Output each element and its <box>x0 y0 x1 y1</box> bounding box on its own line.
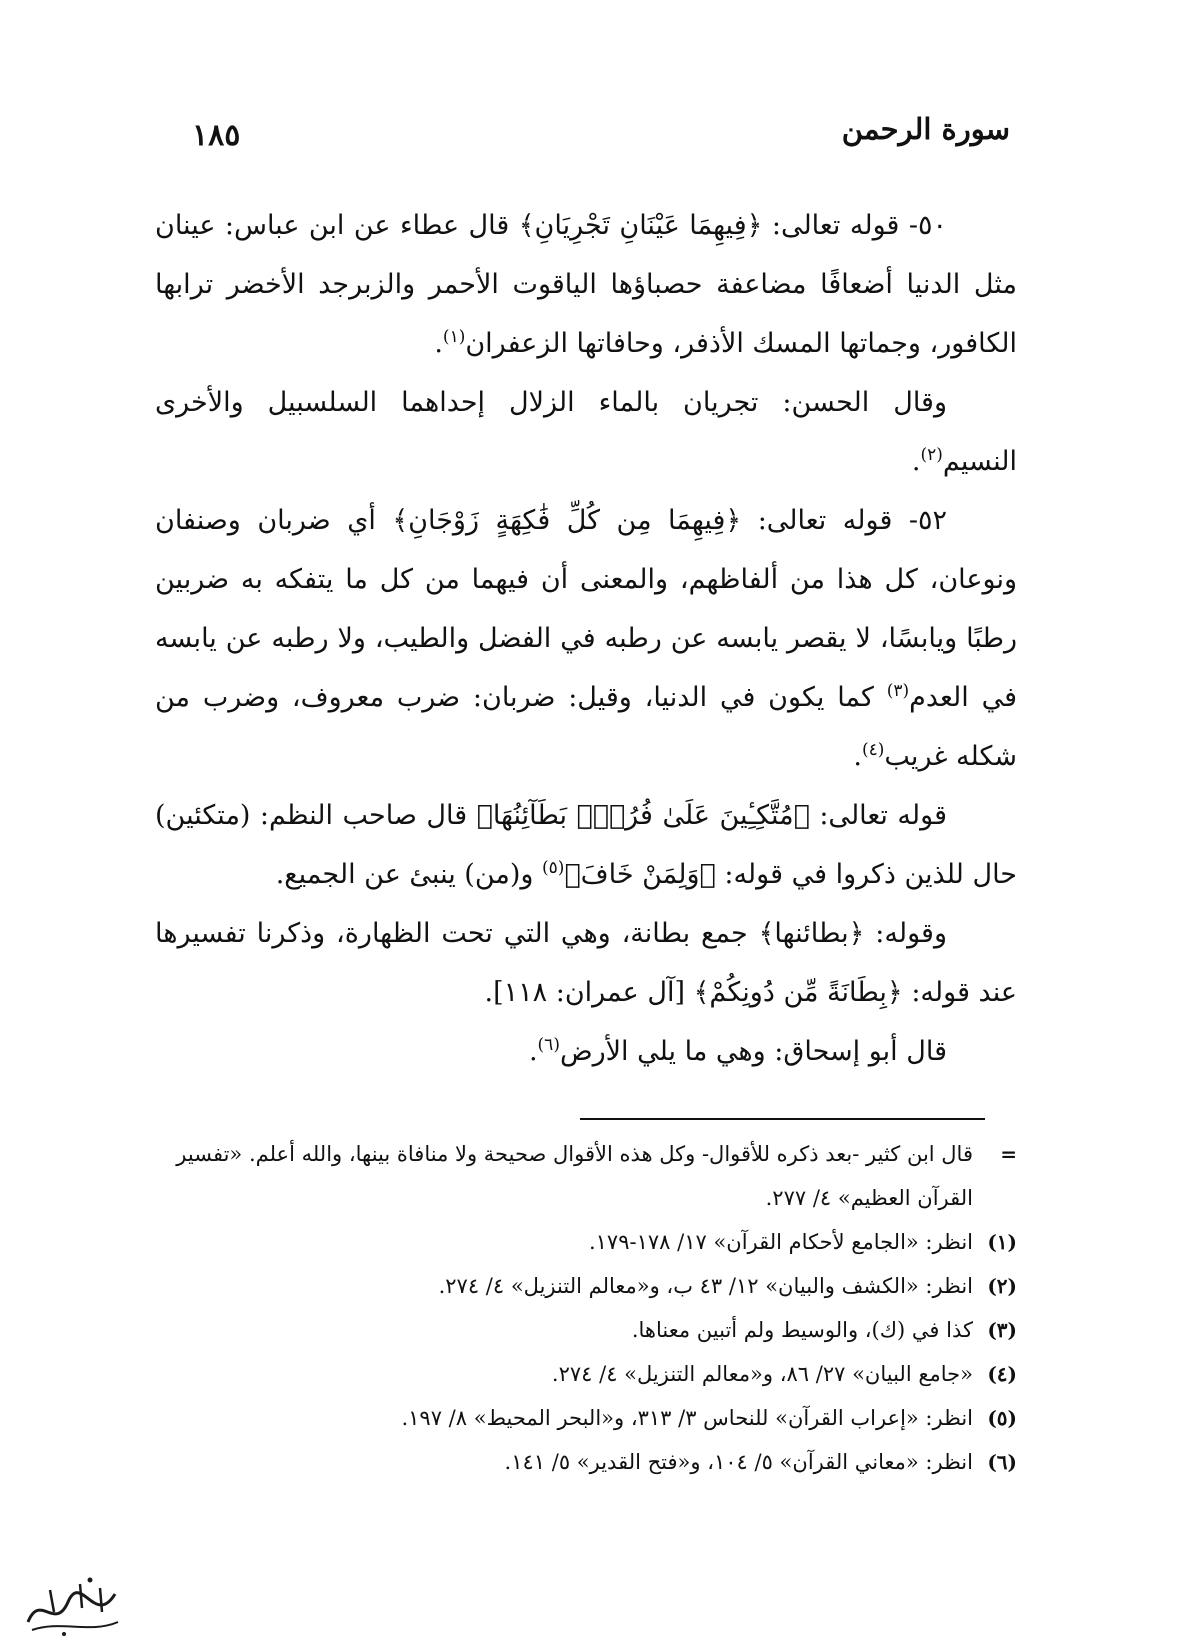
footnote-5 <box>155 1396 1017 1440</box>
paragraph-text: وقوله: ﴿بطائنها﴾ جمع بطانة، وهي التي تحت الظهارة، وذكرنا تفسيرها عند قوله: ﴿بِطَانَةً مِّن دُونِكُمْ﴾ [آل عمران: ١١٨]. <box>155 918 1017 1008</box>
footnote-text: انظر: «إعراب القرآن» للنحاس ٣/ ٣١٣، و«البحر المحيط» ٨/ ١٩٧. <box>401 1406 973 1430</box>
footnote-ref-6[interactable]: (٦) <box>537 1035 560 1055</box>
footnote-marker: (٢) <box>987 1274 1017 1298</box>
footnote-marker: (١) <box>987 1230 1017 1254</box>
paragraph-abu-ishaq: قال أبو إسحاق: وهي ما يلي الأرض$^{(٦)}$. <box>528 1035 947 1067</box>
footnote-text: كذا في (ك)، والوسيط ولم أتبين معناها. <box>631 1318 973 1342</box>
paragraph-hasan: وقال الحسن: تجريان بالماء الزلال إحداهما السلسبيل والأخرى النسيم$^{(٢)}$. <box>155 387 1017 477</box>
footnote-6 <box>155 1440 1017 1484</box>
paragraph-text: قال أبو إسحاق: وهي ما يلي الأرض <box>559 1036 947 1067</box>
footnote-text: قال ابن كثير -بعد ذكره للأقوال- وكل هذه الأقوال صحيحة ولا منافاة بينها، والله أعلم. «تفسير القرآن العظيم» ٤/ ٢٧٧. <box>176 1142 973 1210</box>
footnote-marker: (٣) <box>987 1318 1017 1342</box>
footnote-text: انظر: «الكشف والبيان» ١٢/ ٤٣ ب، و«معالم التنزيل» ٤/ ٢٧٤. <box>438 1274 973 1298</box>
footnote-marker: (٦) <box>987 1450 1017 1474</box>
footnote-ref-4[interactable]: (٤) <box>862 740 885 760</box>
paragraph-verse-52: ٥٢- قوله تعالى: ﴿فِيهِمَا مِن كُلِّ فَٰكِهَةٍ زَوْجَانِ﴾ أي ضربان وصنفان ونوعان، كل هذا من ألفاظهم، والمعنى أن فيهما من كل ما يتفكه به ضربين رطبًا ويابسًا، لا يقصر يابسه عن رطبه في الفضل والطيب، ولا رطبه عن يابسه في العدم$^{(٣)}$ كما يكون في الدنيا، وقيل: ضربان: ضرب معروف، وضرب من شكله غريب$^{(٤)}$. <box>155 505 1017 772</box>
footnote-3 <box>155 1308 1017 1352</box>
footnote-ref-2[interactable]: (٢) <box>920 445 943 465</box>
footnote-ref-1[interactable]: (١) <box>442 327 466 347</box>
footnote-ref-3[interactable]: (٣) <box>886 681 910 701</box>
paragraph-text: قوله تعالى: ﴿مُتَّكِـِٔينَ عَلَىٰ فُرُشٍۭ بَطَآئِنُهَا﴾ قال صاحب النظم: (متكئين) حال للذين ذكروا في قوله: ﴿وَلِمَنْ خَافَ﴾ <box>155 800 1017 890</box>
footnote-1 <box>155 1220 1017 1264</box>
footnotes <box>155 1132 1017 1484</box>
footnote-text: «جامع البيان» ٢٧/ ٨٦، و«معالم التنزيل» ٤/ ٢٧٤. <box>551 1362 973 1386</box>
footnote-ref-5[interactable]: (٥) <box>542 858 565 878</box>
page-number: ١٨٥ <box>192 118 241 153</box>
publisher-logo <box>20 1572 125 1640</box>
footnote-text: انظر: «الجامع لأحكام القرآن» ١٧/ ١٧٨-١٧٩. <box>588 1230 973 1254</box>
footnote-4 <box>155 1352 1017 1396</box>
logo-stroke <box>32 1622 118 1630</box>
main-text <box>155 196 1017 1081</box>
paragraph-text: وقال الحسن: تجريان بالماء الزلال إحداهما السلسبيل والأخرى النسيم <box>155 387 1017 477</box>
paragraph-text: ٥٠- قوله تعالى: ﴿فِيهِمَا عَيْنَانِ تَجْرِيَانِ﴾ قال عطاء عن ابن عباس: عينان مثل الدنيا أضعافًا مضاعفة حصباؤها الياقوت الأحمر والزبرجد الأخضر ترابها الكافور، وجماتها المسك الأذفر، وحافاتها الزعفران <box>155 210 1017 359</box>
running-title: سورة الرحمن <box>841 112 1010 146</box>
logo-dot <box>88 1578 93 1583</box>
paragraph-verse-54: قوله تعالى: ﴿مُتَّكِـِٔينَ عَلَىٰ فُرُشٍۭ بَطَآئِنُهَا﴾ قال صاحب النظم: (متكئين) حال للذين ذكروا في قوله: ﴿وَلِمَنْ خَافَ﴾$^{(٥)}$ و(من) ينبئ عن الجميع. <box>155 800 1017 890</box>
paragraph-verse-50: ٥٠- قوله تعالى: ﴿فِيهِمَا عَيْنَانِ تَجْرِيَانِ﴾ قال عطاء عن ابن عباس: عينان مثل الدنيا أضعافًا مضاعفة حصباؤها الياقوت الأحمر والزبرجد الأخضر ترابها الكافور، وجماتها المسك الأذفر، وحافاتها الزعفران$^{(١)}$. <box>155 210 1017 359</box>
paragraph-text: ٥٢- قوله تعالى: ﴿فِيهِمَا مِن كُلِّ فَٰكِهَةٍ زَوْجَانِ﴾ أي ضربان وصنفان ونوعان، كل هذا من ألفاظهم، والمعنى أن فيهما من كل ما يتفكه به ضربين رطبًا ويابسًا، لا يقصر يابسه عن رطبه في الفضل والطيب، ولا رطبه عن يابسه في العدم <box>155 505 1017 713</box>
footnote-marker: (٥) <box>987 1406 1017 1430</box>
footnote-2 <box>155 1264 1017 1308</box>
footnote-separator <box>580 1118 985 1120</box>
footnote-marker: (٤) <box>987 1362 1017 1386</box>
footnote-marker: = <box>1000 1142 1017 1166</box>
logo-dot <box>62 1632 66 1636</box>
footnote-text: انظر: «معاني القرآن» ٥/ ١٠٤، و«فتح القدير» ٥/ ١٤١. <box>504 1450 973 1474</box>
logo-stroke <box>50 1584 102 1612</box>
paragraph-bataiin <box>155 904 1017 1022</box>
footnote-continuation <box>155 1132 1017 1220</box>
